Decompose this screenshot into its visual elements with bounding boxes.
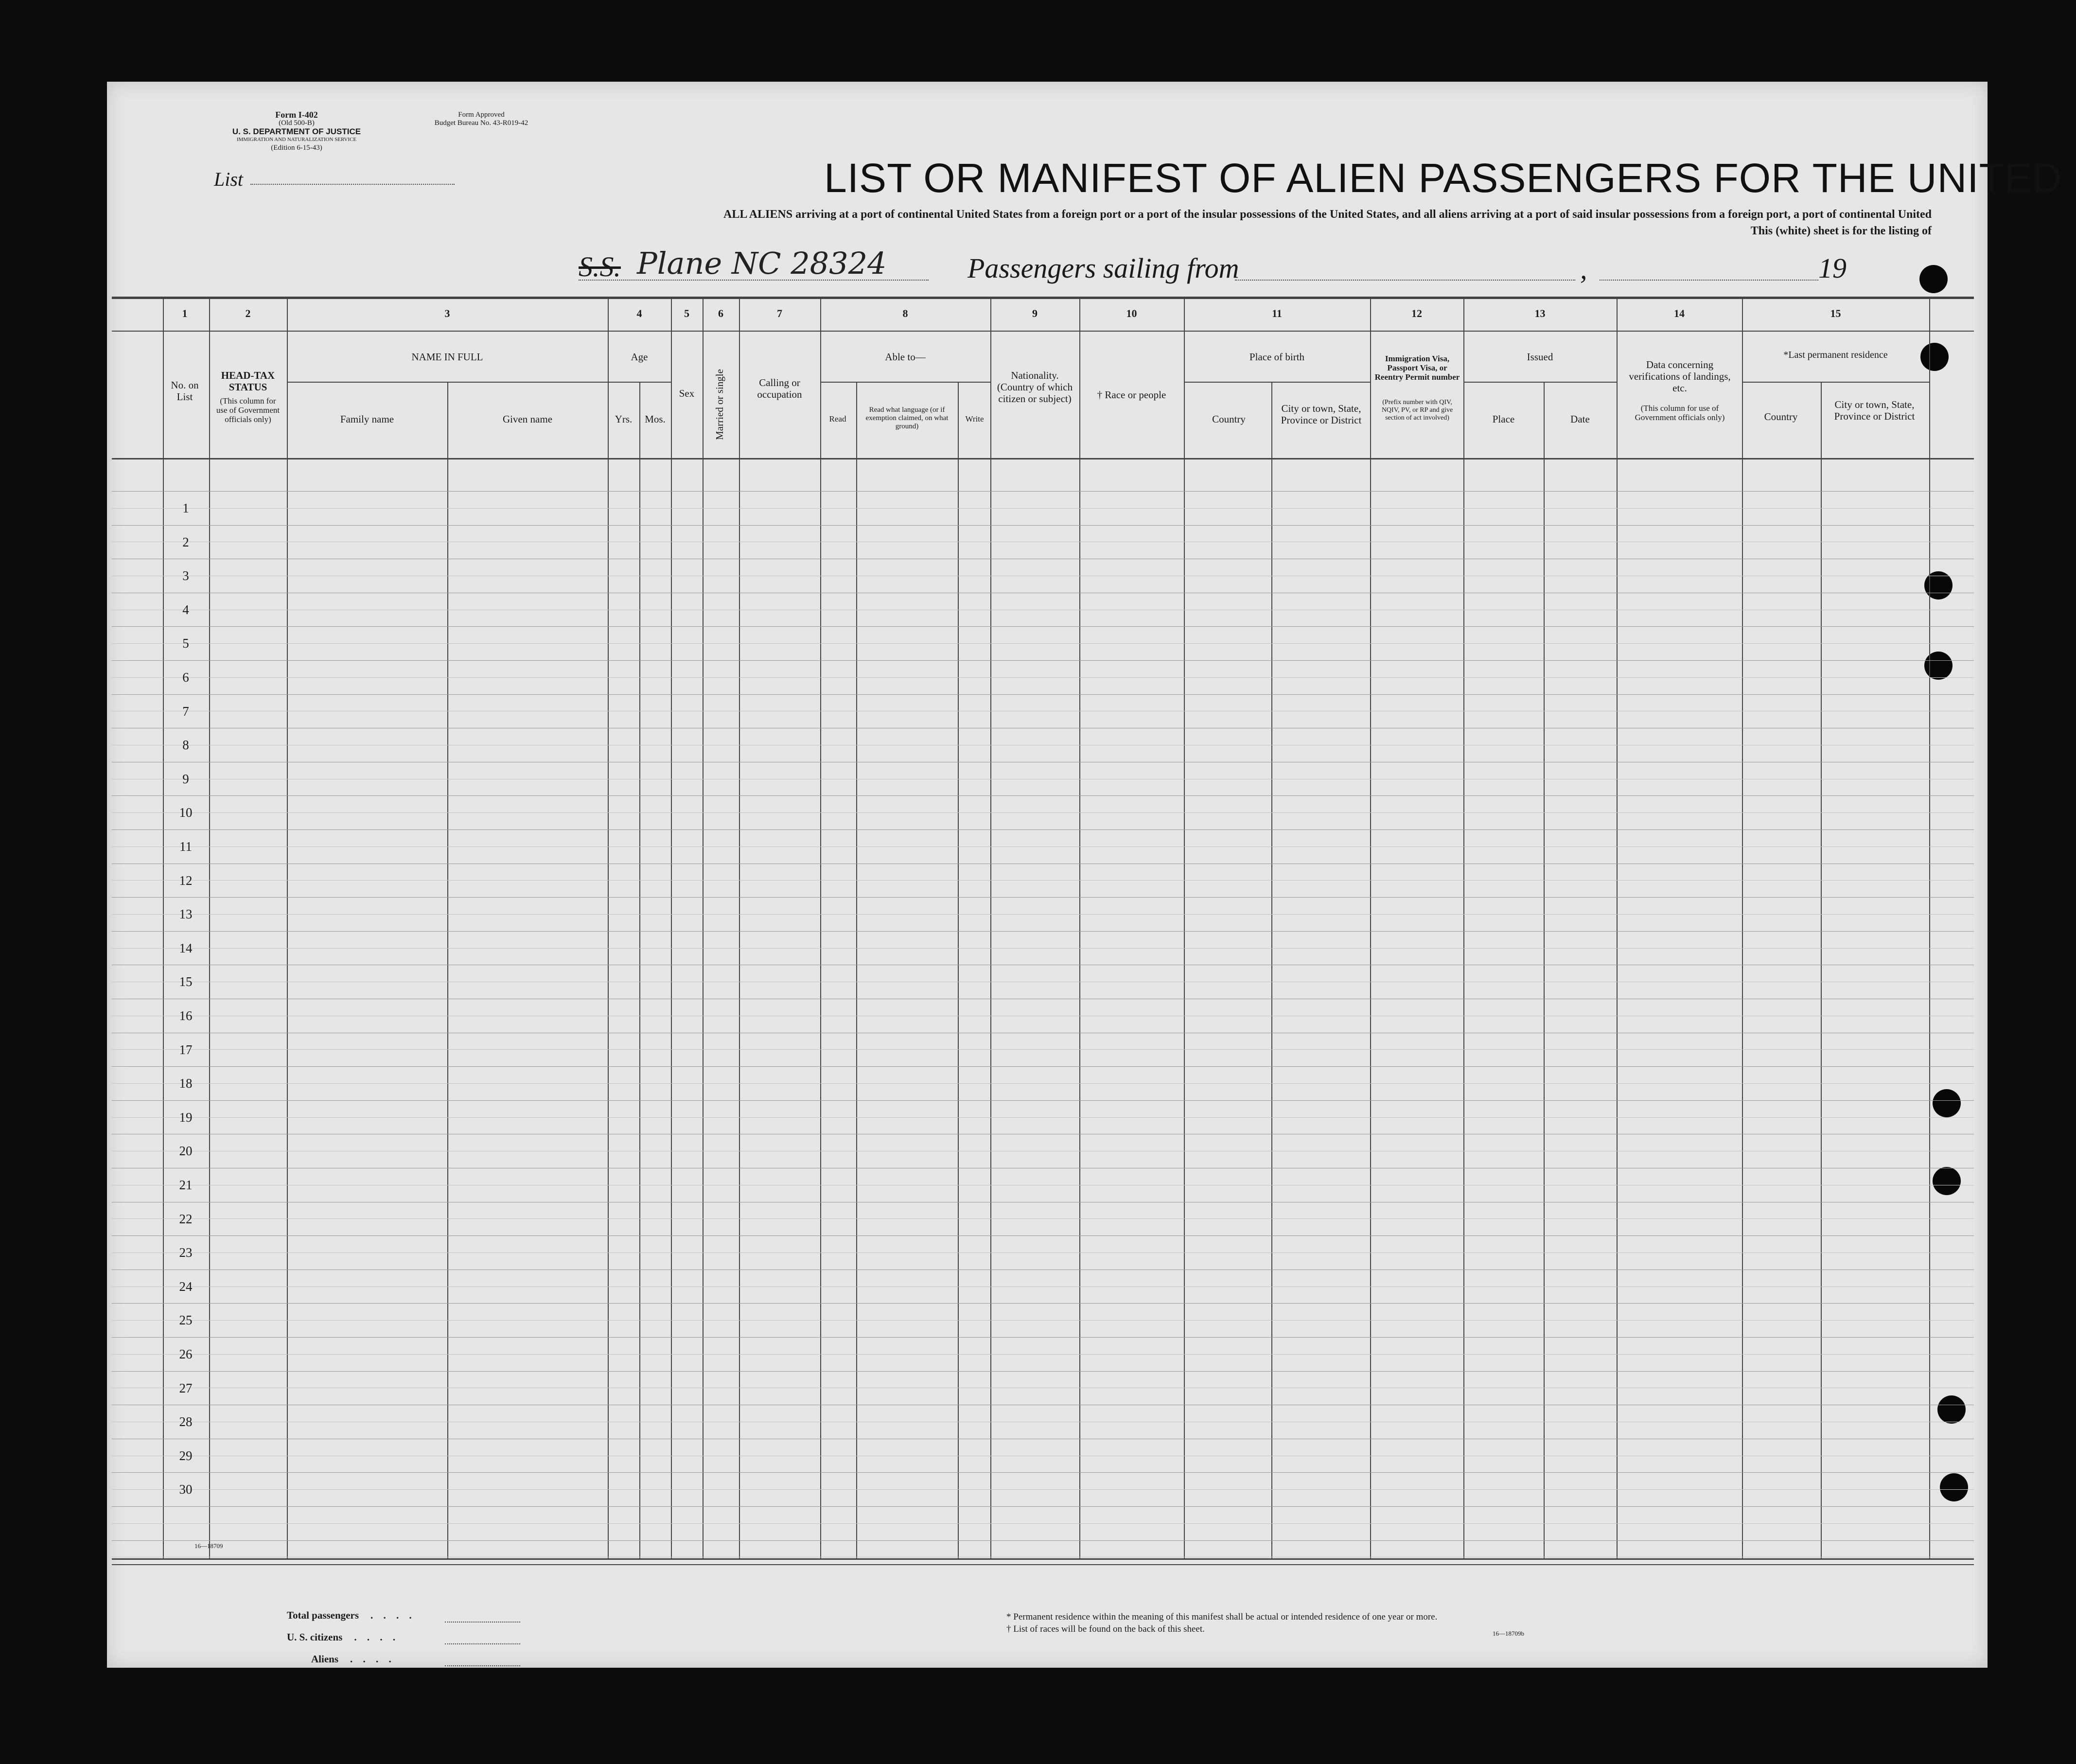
row-subrule	[112, 812, 1974, 813]
column-divider	[1544, 382, 1545, 1558]
print-code: 16—18709	[194, 1542, 223, 1550]
service: IMMIGRATION AND NATURALIZATION SERVICE	[236, 137, 357, 142]
approval-block	[418, 111, 545, 127]
header-family-name: Family name	[340, 413, 394, 425]
print-code-2: 16—18709b	[1493, 1630, 1524, 1637]
punch-hole	[1933, 1167, 1961, 1195]
header-write: Write	[965, 414, 984, 423]
row-number: 7	[182, 704, 189, 719]
header-data-concerning: Data concerning verifications of landings, etc.	[1629, 359, 1731, 394]
form-id-block	[194, 111, 399, 152]
table-top-rule	[112, 298, 1974, 299]
header-birth-country: Country	[1212, 413, 1246, 425]
header-visa-note: (Prefix number with QIV, NQIV, PV, or RP and give section of act involved)	[1381, 399, 1453, 422]
ss-prefix: S.S.	[579, 251, 621, 282]
row-rule	[112, 1337, 1974, 1338]
row-subrule	[112, 1320, 1974, 1321]
old-form: (Old 500-B)	[279, 119, 315, 127]
row-subrule	[112, 1523, 1974, 1524]
aliens-label: Aliens	[311, 1653, 339, 1665]
row-subrule	[112, 1117, 1974, 1118]
row-number: 27	[179, 1381, 193, 1395]
row-subrule	[112, 1218, 1974, 1219]
row-subrule	[112, 508, 1974, 509]
row-number: 8	[182, 738, 189, 752]
column-divider	[209, 297, 210, 1558]
header-age: Age	[631, 351, 648, 363]
row-number: 19	[179, 1110, 193, 1125]
header-name-in-full: NAME IN FULL	[411, 351, 483, 363]
vessel-field-line	[579, 280, 929, 281]
row-rule	[112, 1506, 1974, 1507]
row-number: 14	[179, 941, 193, 955]
column-divider	[287, 297, 288, 1558]
us-citizens-label: U. S. citizens	[287, 1631, 343, 1643]
row-number: 17	[179, 1042, 193, 1057]
row-rule	[112, 1540, 1974, 1541]
row-subrule	[112, 1049, 1974, 1050]
column-divider	[1370, 297, 1371, 1558]
punch-hole	[1940, 1473, 1968, 1501]
row-subrule	[112, 948, 1974, 949]
row-rule	[112, 1303, 1974, 1304]
header-data-note: (This column for use of Government officials only)	[1635, 404, 1725, 422]
row-number: 21	[179, 1178, 193, 1192]
header-head-tax-note: (This column for use of Government officials only)	[216, 396, 280, 424]
page-title: LIST OR MANIFEST OF ALIEN PASSENGERS FOR THE UNITED	[824, 155, 2062, 201]
row-rule	[112, 931, 1974, 932]
column-divider	[1821, 382, 1822, 1558]
row-number: 9	[182, 772, 189, 786]
row-number: 1	[182, 501, 189, 515]
header-issued: Issued	[1527, 351, 1553, 363]
col-num-13: 13	[1534, 307, 1546, 319]
header-read: Read	[829, 414, 846, 423]
total-passengers-field[interactable]	[445, 1622, 520, 1623]
row-rule	[112, 1100, 1974, 1101]
row-number: 4	[182, 602, 189, 617]
col-num-8: 8	[902, 307, 908, 319]
column-divider	[1079, 297, 1080, 1558]
header-bottom-rule	[112, 458, 1974, 459]
row-subrule	[112, 1252, 1974, 1253]
header-sex: Sex	[679, 388, 695, 399]
col-num-11: 11	[1272, 307, 1282, 319]
row-number: 20	[179, 1144, 193, 1158]
budget-number: Budget Bureau No. 43-R019-42	[434, 119, 528, 127]
column-divider	[447, 382, 448, 1558]
column-number-rule	[112, 331, 1974, 332]
table-bottom-rule	[112, 1564, 1974, 1565]
col-num-15: 15	[1830, 307, 1841, 319]
row-number: 10	[179, 805, 193, 820]
date-comma: ,	[1580, 253, 1587, 285]
row-number: 6	[182, 670, 189, 685]
row-subrule	[112, 1489, 1974, 1490]
row-number: 13	[179, 907, 193, 921]
list-label: List	[214, 168, 244, 190]
col-num-2: 2	[245, 307, 251, 319]
header-residence-city: City or town, State, Province or District	[1834, 399, 1915, 422]
header-yrs: Yrs.	[615, 413, 633, 425]
row-number: 3	[182, 568, 189, 583]
list-number-field[interactable]	[250, 184, 455, 185]
column-divider	[739, 297, 740, 1558]
year-prefix: 19	[1818, 252, 1847, 284]
citizens-row	[287, 1631, 399, 1643]
header-mos: Mos.	[645, 413, 666, 425]
col-num-5: 5	[684, 307, 689, 319]
total-dots: . . . .	[370, 1609, 416, 1621]
column-divider	[1617, 297, 1618, 1558]
total-passengers-label: Total passengers	[287, 1609, 359, 1621]
approved-label: Form Approved	[458, 111, 505, 119]
column-divider	[820, 297, 821, 1558]
column-divider	[1184, 297, 1185, 1558]
row-subrule	[112, 677, 1974, 678]
form-number: Form I-402	[275, 110, 318, 120]
edition: (Edition 6-15-43)	[271, 144, 322, 152]
col-num-12: 12	[1411, 307, 1422, 319]
col-num-9: 9	[1032, 307, 1038, 319]
department: U. S. DEPARTMENT OF JUSTICE	[232, 127, 361, 136]
row-rule	[112, 1371, 1974, 1372]
column-divider	[990, 297, 991, 1558]
punch-hole	[1933, 1089, 1961, 1117]
sailing-date-field[interactable]	[1600, 280, 1818, 281]
header-race: † Race or people	[1097, 389, 1166, 401]
sailing-from-field[interactable]	[1235, 280, 1575, 281]
col-num-4: 4	[636, 307, 642, 319]
row-subrule	[112, 880, 1974, 881]
row-rule	[112, 525, 1974, 526]
column-divider	[856, 382, 857, 1558]
col-num-6: 6	[718, 307, 723, 319]
punch-hole	[1919, 265, 1948, 293]
subheader-rule	[1184, 382, 1370, 383]
row-rule	[112, 1235, 1974, 1236]
header-calling: Calling or occupation	[757, 377, 802, 400]
row-number: 24	[179, 1279, 193, 1294]
column-divider	[1929, 297, 1930, 1558]
column-divider	[1271, 382, 1272, 1558]
row-number: 15	[179, 974, 193, 989]
row-number: 26	[179, 1347, 193, 1361]
instructions-line: ALL ALIENS arriving at a port of continental United States from a foreign port or a port of the insular possessions of the United States, and all aliens arriving at a port of said insular possessions from a foreign port, a port of continental United	[723, 208, 1932, 221]
col-num-7: 7	[777, 307, 782, 319]
row-rule	[112, 491, 1974, 492]
punch-hole	[1924, 652, 1953, 680]
col-num-1: 1	[182, 307, 188, 319]
col-num-3: 3	[444, 307, 450, 319]
row-number: 18	[179, 1076, 193, 1091]
row-number: 25	[179, 1313, 193, 1327]
row-number: 2	[182, 535, 189, 549]
subheader-rule	[1742, 382, 1929, 383]
row-number: 30	[179, 1482, 193, 1497]
column-divider	[958, 382, 959, 1558]
header-read-language: Read what language (or if exemption claimed, on what ground)	[865, 406, 949, 430]
punch-hole	[1937, 1395, 1966, 1424]
row-rule	[112, 1066, 1974, 1067]
sailing-from-label: Passengers sailing from	[968, 252, 1239, 284]
row-rule	[112, 694, 1974, 695]
header-issued-place: Place	[1492, 413, 1515, 425]
column-divider	[639, 382, 640, 1558]
header-nationality: Nationality. (Country of which citizen or subject)	[997, 370, 1073, 405]
header-birth-city: City or town, State, Province or District	[1281, 403, 1362, 426]
instructions-line-2: This (white) sheet is for the listing of	[1750, 225, 1932, 237]
row-rule	[112, 795, 1974, 796]
footnote-residence: * Permanent residence within the meaning of this manifest shall be actual or intended residence of one year or more.	[1006, 1612, 1438, 1622]
header-residence-country: Country	[1764, 411, 1798, 423]
row-number: 28	[179, 1414, 193, 1429]
footnote-races: † List of races will be found on the back of this sheet.	[1006, 1624, 1205, 1634]
column-divider	[1742, 297, 1743, 1558]
column-divider	[1463, 297, 1464, 1558]
citizens-dots: . . . .	[354, 1631, 400, 1643]
aliens-field[interactable]	[445, 1665, 520, 1666]
aliens-dots: . . . .	[350, 1653, 395, 1665]
col-num-14: 14	[1674, 307, 1685, 319]
header-given-name: Given name	[502, 413, 553, 425]
aliens-row	[311, 1653, 395, 1665]
row-number: 12	[179, 873, 193, 888]
header-head-tax: HEAD-TAX STATUS	[221, 370, 275, 393]
row-number: 16	[179, 1008, 193, 1023]
row-number: 5	[182, 636, 189, 651]
row-subrule	[112, 914, 1974, 915]
header-last-residence: *Last permanent residence	[1783, 350, 1888, 360]
row-subrule	[112, 643, 1974, 644]
col-num-10: 10	[1126, 307, 1137, 319]
us-citizens-field[interactable]	[445, 1643, 520, 1644]
row-subrule	[112, 1354, 1974, 1355]
row-number: 29	[179, 1448, 193, 1463]
column-divider	[163, 297, 164, 1558]
header-issued-date: Date	[1570, 413, 1590, 425]
row-subrule	[112, 1083, 1974, 1084]
row-rule	[112, 897, 1974, 898]
header-married: Married or single	[714, 369, 725, 440]
header-place-of-birth: Place of birth	[1249, 351, 1305, 363]
column-divider	[608, 297, 609, 1558]
header-able-to: Able to—	[885, 351, 926, 363]
subheader-rule	[1463, 382, 1617, 383]
row-rule	[112, 829, 1974, 830]
row-rule	[112, 660, 1974, 661]
row-number: 22	[179, 1212, 193, 1226]
total-passengers-row	[287, 1609, 416, 1622]
subheader-rule	[820, 382, 990, 383]
column-divider	[703, 297, 704, 1558]
row-rule	[112, 1472, 1974, 1473]
column-divider	[671, 297, 672, 1558]
row-number: 11	[179, 839, 192, 854]
header-visa: Immigration Visa, Passport Visa, or Reentry Permit number	[1374, 354, 1460, 382]
header-no-on-list: No. on List	[171, 379, 199, 403]
row-rule	[112, 626, 1974, 627]
row-number: 23	[179, 1245, 193, 1260]
vessel-name-handwritten[interactable]: Plane NC 28324	[637, 246, 887, 281]
table-bottom-rule	[112, 1558, 1974, 1560]
